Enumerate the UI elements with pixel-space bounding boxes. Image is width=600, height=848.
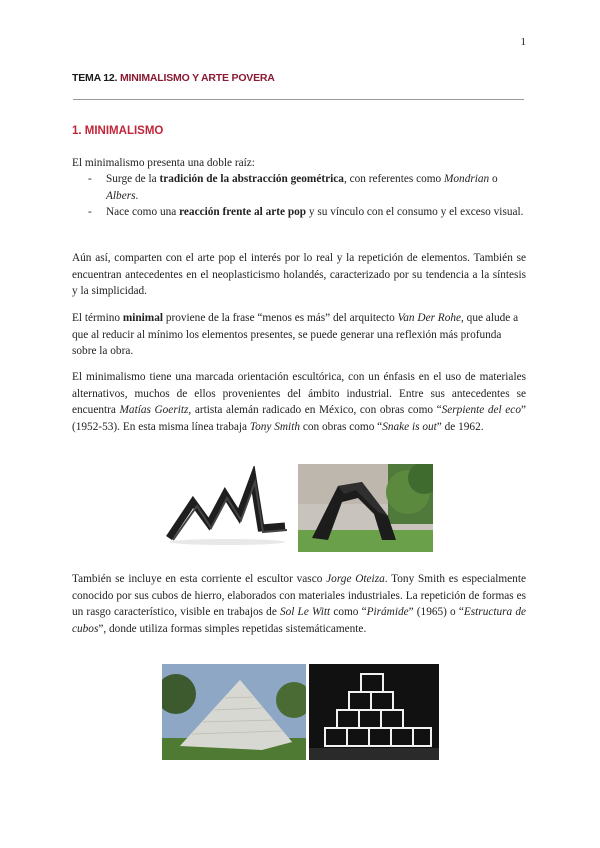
bullet-item: - Nace como una reacción frente al arte pop y su vínculo con el consumo y el exceso visual. [88, 204, 526, 221]
estructura-de-cubos-photo [309, 664, 439, 760]
topic-prefix: TEMA 12. [72, 72, 120, 84]
paragraph-sculpture: El minimalismo tiene una marcada orientación escultórica, con un énfasis en el uso de materiales alternativos, muchos de ellos provenientes del ámbito industrial. Entre sus antecedentes se encuentra Matías Goeritz, artista alemán radicado en México, con obras como “Serpiente del eco” (1952-53). En esta misma línea trabaja Tony Smith con obras como “Snake is out” de 1962. [72, 371, 526, 433]
paragraph-minimal-term: El término minimal proviene de la frase “menos es más” del arquitecto Van Der Rohe, que alude a que al reducir al mínimo los elementos presentes, se puede generar una reflexión más profunda sobre la obra. [72, 312, 519, 357]
serpiente-del-eco-photo [163, 466, 293, 546]
bullet-list [88, 171, 526, 221]
bullet-item: - Surge de la tradición de la abstracción geométrica, con referentes como Mondrian o Albers. [88, 171, 526, 204]
piramide-photo [162, 664, 306, 760]
intro-paragraph: El minimalismo presenta una doble raíz: [72, 157, 255, 169]
page-number: 1 [520, 36, 526, 48]
topic-title: MINIMALISMO Y ARTE POVERA [120, 72, 275, 84]
document-topic-header [72, 72, 275, 84]
header-divider [73, 99, 524, 100]
section-title: 1. MINIMALISMO [72, 125, 164, 137]
paragraph-oteiza: También se incluye en esta corriente el escultor vasco Jorge Oteiza. Tony Smith es especialmente conocido por sus cubos de hierro, elaborados con materiales industriales. La repetición de formas es un rasgo característico, visible en trabajos de Sol Le Witt como “Pirámide” (1965) o “Estructura de cubos”, donde utiliza formas simples repetidas sistemáticamente. [72, 573, 526, 635]
snake-is-out-photo [298, 464, 433, 552]
paragraph-pop-art: Aún así, comparten con el arte pop el interés por lo real y la repetición de elementos. También se encuentran antecedentes en el neoplasticismo holandés, caracterizado por su tendencia a la síntesis y la simplicidad. [72, 252, 526, 297]
